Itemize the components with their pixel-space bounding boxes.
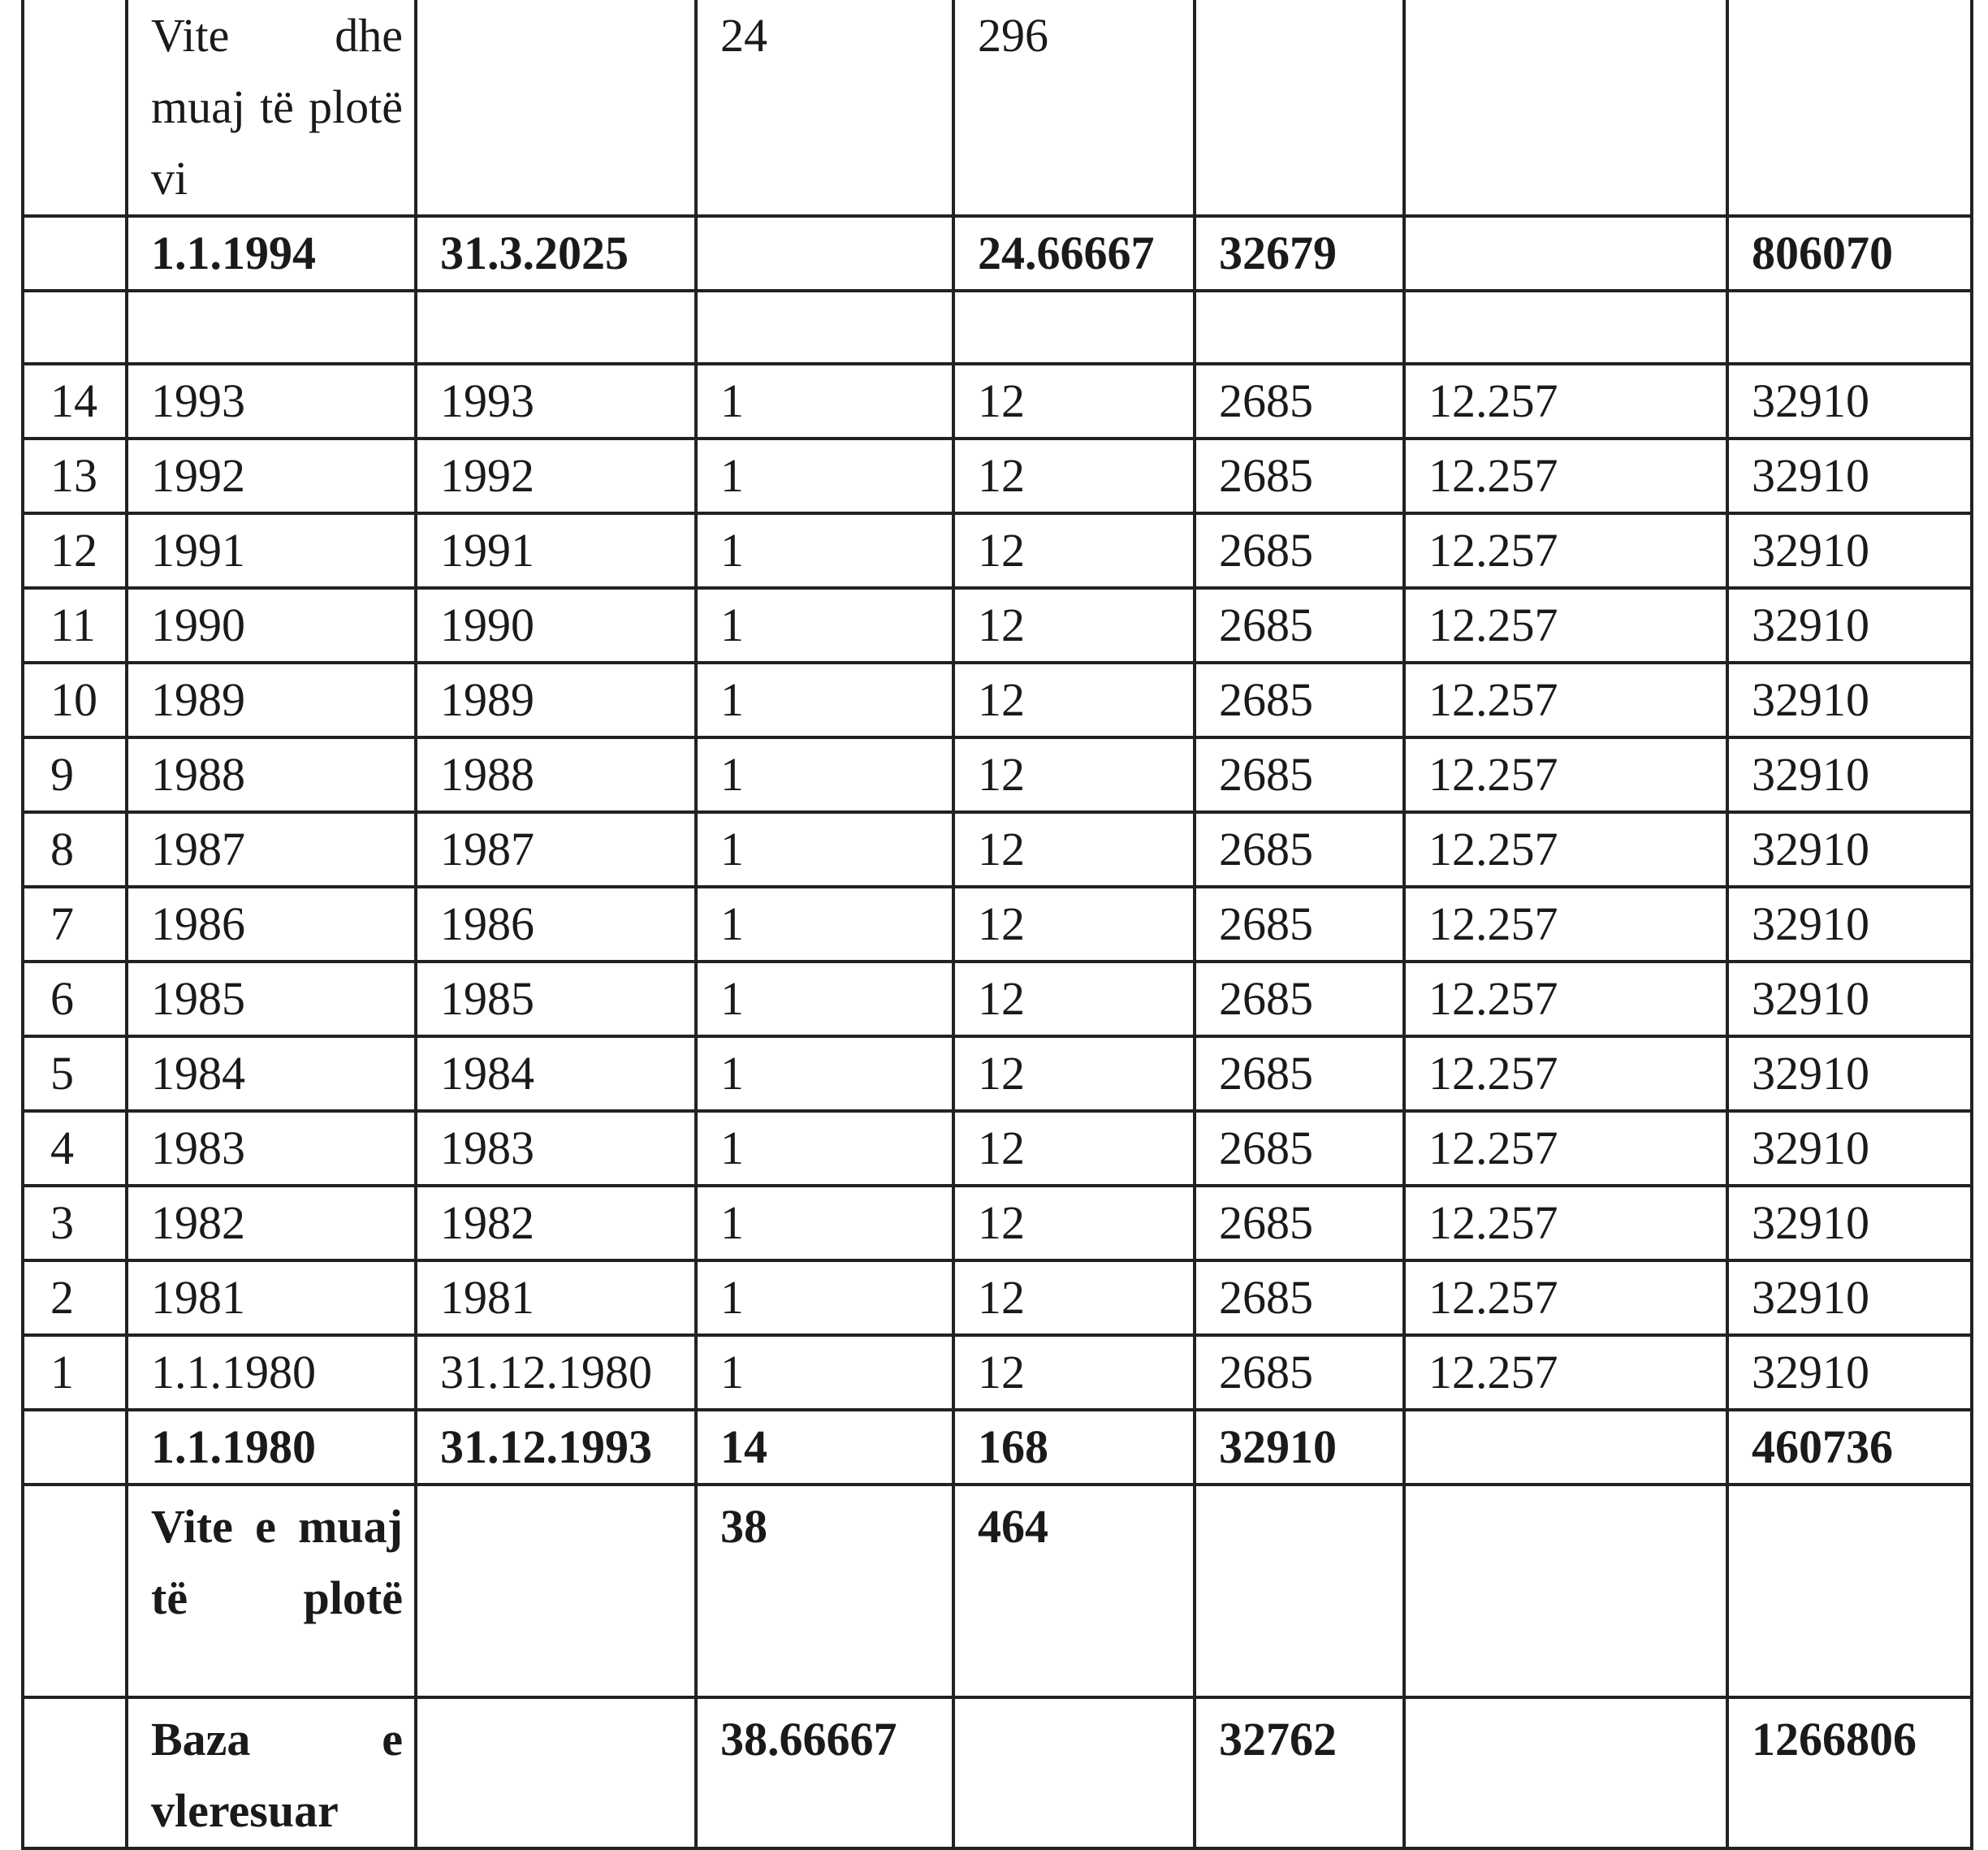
period2-total-row (23, 1410, 1972, 1485)
base-cell: 32910 (1195, 1410, 1404, 1485)
months-cell (953, 1697, 1195, 1848)
table-row (23, 1111, 1972, 1186)
coef-cell: 12.257 (1404, 812, 1727, 887)
coef-cell: 12.257 (1404, 439, 1727, 513)
coef-cell (1404, 1410, 1727, 1485)
months-cell: 12 (953, 1186, 1195, 1260)
value-cell: 32910 (1727, 1186, 1972, 1260)
months-cell: 12 (953, 887, 1195, 962)
no-cell (23, 1410, 127, 1485)
from-cell: 1983 (127, 1111, 416, 1186)
table-row (23, 588, 1972, 663)
coef-cell (1404, 0, 1727, 216)
value-cell: 32910 (1727, 1111, 1972, 1186)
to-cell (416, 1485, 696, 1697)
coef-cell (1404, 1697, 1727, 1848)
coef-cell: 12.257 (1404, 887, 1727, 962)
from-cell: 1990 (127, 588, 416, 663)
years-cell: 1 (696, 663, 953, 737)
to-cell: 1992 (416, 439, 696, 513)
months-cell: 12 (953, 1111, 1195, 1186)
value-cell: 460736 (1727, 1410, 1972, 1485)
to-cell: 31.12.1993 (416, 1410, 696, 1485)
base-cell: 2685 (1195, 439, 1404, 513)
table-row (23, 1260, 1972, 1335)
years-cell: 1 (696, 364, 953, 439)
years-cell: 1 (696, 812, 953, 887)
value-cell: 32910 (1727, 663, 1972, 737)
months-cell: 296 (953, 0, 1195, 216)
no-cell: 13 (23, 439, 127, 513)
base-cell: 2685 (1195, 663, 1404, 737)
to-cell (416, 1697, 696, 1848)
table-row (23, 1335, 1972, 1410)
years-cell: 1 (696, 439, 953, 513)
no-cell: 5 (23, 1036, 127, 1111)
coef-cell (1404, 216, 1727, 291)
value-cell: 32910 (1727, 737, 1972, 812)
years-cell: 14 (696, 1410, 953, 1485)
coef-cell: 12.257 (1404, 1111, 1727, 1186)
years-cell: 1 (696, 1186, 953, 1260)
no-cell: 14 (23, 364, 127, 439)
coef-cell (1404, 291, 1727, 364)
from-cell: 1982 (127, 1186, 416, 1260)
base-cell: 2685 (1195, 1036, 1404, 1111)
table-row (23, 887, 1972, 962)
no-cell (23, 216, 127, 291)
coef-cell: 12.257 (1404, 1186, 1727, 1260)
label-cell (127, 0, 416, 216)
base-cell: 2685 (1195, 962, 1404, 1036)
to-cell: 1986 (416, 887, 696, 962)
to-cell (416, 291, 696, 364)
no-cell: 3 (23, 1186, 127, 1260)
to-cell: 31.12.1980 (416, 1335, 696, 1410)
value-cell: 32910 (1727, 962, 1972, 1036)
months-cell: 12 (953, 663, 1195, 737)
value-cell: 32910 (1727, 887, 1972, 962)
coef-cell: 12.257 (1404, 1036, 1727, 1111)
to-cell: 1988 (416, 737, 696, 812)
from-cell: 1987 (127, 812, 416, 887)
years-cell: 24 (696, 0, 953, 216)
years-cell (696, 291, 953, 364)
label-cell (127, 1697, 416, 1848)
years-cell (696, 216, 953, 291)
value-cell (1727, 291, 1972, 364)
months-cell: 12 (953, 1335, 1195, 1410)
table-row (23, 663, 1972, 737)
months-cell: 12 (953, 513, 1195, 588)
months-cell: 12 (953, 812, 1195, 887)
months-cell: 12 (953, 364, 1195, 439)
coef-cell: 12.257 (1404, 663, 1727, 737)
no-cell (23, 1697, 127, 1848)
coef-cell: 12.257 (1404, 364, 1727, 439)
value-cell: 806070 (1727, 216, 1972, 291)
table-row (23, 1186, 1972, 1260)
table-row (23, 364, 1972, 439)
table-row (23, 962, 1972, 1036)
years-cell: 38 (696, 1485, 953, 1697)
value-cell (1727, 0, 1972, 216)
months-cell: 24.66667 (953, 216, 1195, 291)
from-cell: 1984 (127, 1036, 416, 1111)
no-cell: 6 (23, 962, 127, 1036)
from-cell: 1986 (127, 887, 416, 962)
header-row-full-years (23, 0, 1972, 216)
base-cell: 2685 (1195, 588, 1404, 663)
coef-cell: 12.257 (1404, 1335, 1727, 1410)
pension-calculation-table (21, 0, 1973, 1850)
from-cell: 1.1.1994 (127, 216, 416, 291)
to-cell: 1991 (416, 513, 696, 588)
from-cell: 1992 (127, 439, 416, 513)
base-cell: 32762 (1195, 1697, 1404, 1848)
no-cell: 11 (23, 588, 127, 663)
to-cell: 1981 (416, 1260, 696, 1335)
coef-cell (1404, 1485, 1727, 1697)
value-cell: 32910 (1727, 812, 1972, 887)
value-cell: 32910 (1727, 513, 1972, 588)
no-cell (23, 0, 127, 216)
full-years-row (23, 1485, 1972, 1697)
no-cell: 7 (23, 887, 127, 962)
from-cell (127, 291, 416, 364)
base-cell: 2685 (1195, 364, 1404, 439)
months-cell (953, 291, 1195, 364)
years-cell: 1 (696, 887, 953, 962)
table-row (23, 812, 1972, 887)
to-cell: 1987 (416, 812, 696, 887)
value-cell: 32910 (1727, 439, 1972, 513)
to-cell: 1989 (416, 663, 696, 737)
coef-cell: 12.257 (1404, 513, 1727, 588)
base-cell (1195, 291, 1404, 364)
coef-cell: 12.257 (1404, 1260, 1727, 1335)
empty-row (23, 291, 1972, 364)
months-cell: 12 (953, 439, 1195, 513)
base-cell (1195, 1485, 1404, 1697)
years-cell: 1 (696, 737, 953, 812)
years-cell: 1 (696, 513, 953, 588)
to-cell: 1984 (416, 1036, 696, 1111)
from-cell: 1985 (127, 962, 416, 1036)
no-cell: 4 (23, 1111, 127, 1186)
no-cell (23, 1485, 127, 1697)
table-row (23, 439, 1972, 513)
label-text: Baza e vleresuar (151, 1713, 403, 1837)
value-cell: 1266806 (1727, 1697, 1972, 1848)
years-cell: 38.66667 (696, 1697, 953, 1848)
from-cell: 1991 (127, 513, 416, 588)
base-cell: 2685 (1195, 1335, 1404, 1410)
years-cell: 1 (696, 962, 953, 1036)
no-cell: 8 (23, 812, 127, 887)
months-cell: 12 (953, 1260, 1195, 1335)
base-cell: 2685 (1195, 812, 1404, 887)
value-cell: 32910 (1727, 1036, 1972, 1111)
value-cell: 32910 (1727, 588, 1972, 663)
value-cell: 32910 (1727, 1335, 1972, 1410)
period1-total-row (23, 216, 1972, 291)
no-cell: 12 (23, 513, 127, 588)
years-cell: 1 (696, 1036, 953, 1111)
to-cell: 1983 (416, 1111, 696, 1186)
from-cell: 1981 (127, 1260, 416, 1335)
from-cell: 1.1.1980 (127, 1410, 416, 1485)
to-cell: 1993 (416, 364, 696, 439)
months-cell: 12 (953, 737, 1195, 812)
to-cell: 31.3.2025 (416, 216, 696, 291)
assessed-base-row (23, 1697, 1972, 1848)
months-cell: 12 (953, 588, 1195, 663)
to-cell: 1982 (416, 1186, 696, 1260)
base-cell: 2685 (1195, 513, 1404, 588)
no-cell: 10 (23, 663, 127, 737)
no-cell: 2 (23, 1260, 127, 1335)
base-cell: 2685 (1195, 1186, 1404, 1260)
label-text: Vite dhe muaj të plotë vi (151, 9, 403, 205)
to-cell: 1985 (416, 962, 696, 1036)
base-cell: 2685 (1195, 887, 1404, 962)
value-cell (1727, 1485, 1972, 1697)
table-row (23, 513, 1972, 588)
label-text: Vite e muaj të plotë (151, 1500, 403, 1624)
table-row (23, 1036, 1972, 1111)
value-cell: 32910 (1727, 364, 1972, 439)
base-cell: 32679 (1195, 216, 1404, 291)
months-cell: 168 (953, 1410, 1195, 1485)
no-cell: 1 (23, 1335, 127, 1410)
to-cell (416, 0, 696, 216)
base-cell (1195, 0, 1404, 216)
value-cell: 32910 (1727, 1260, 1972, 1335)
years-cell: 1 (696, 1335, 953, 1410)
years-cell: 1 (696, 588, 953, 663)
from-cell: 1989 (127, 663, 416, 737)
base-cell: 2685 (1195, 1260, 1404, 1335)
base-cell: 2685 (1195, 1111, 1404, 1186)
years-cell: 1 (696, 1111, 953, 1186)
coef-cell: 12.257 (1404, 588, 1727, 663)
no-cell (23, 291, 127, 364)
from-cell: 1.1.1980 (127, 1335, 416, 1410)
no-cell: 9 (23, 737, 127, 812)
from-cell: 1988 (127, 737, 416, 812)
from-cell: 1993 (127, 364, 416, 439)
table-row (23, 737, 1972, 812)
months-cell: 12 (953, 1036, 1195, 1111)
base-cell: 2685 (1195, 737, 1404, 812)
years-cell: 1 (696, 1260, 953, 1335)
coef-cell: 12.257 (1404, 962, 1727, 1036)
label-cell (127, 1485, 416, 1697)
months-cell: 12 (953, 962, 1195, 1036)
coef-cell: 12.257 (1404, 737, 1727, 812)
to-cell: 1990 (416, 588, 696, 663)
months-cell: 464 (953, 1485, 1195, 1697)
